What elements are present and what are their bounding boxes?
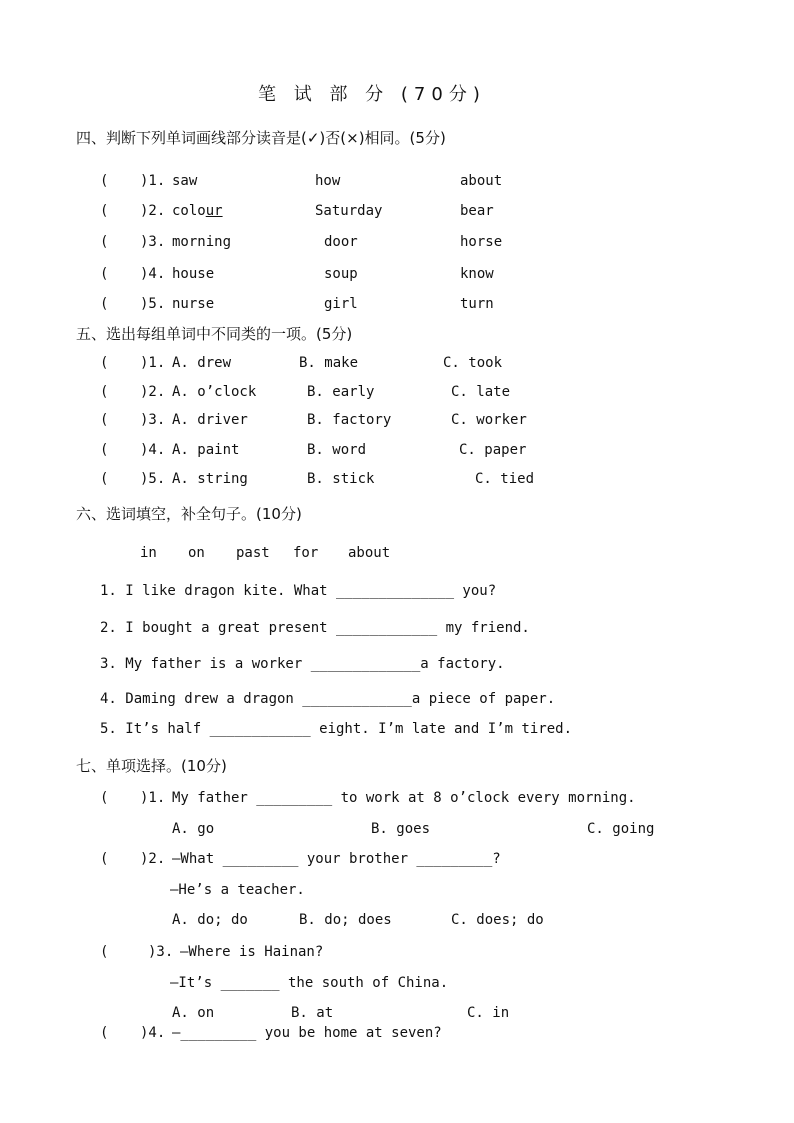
question-number: )1.: [140, 173, 166, 189]
word-a-underlined: ur: [205, 203, 223, 219]
answer-paren[interactable]: (: [100, 296, 109, 312]
word-a: saw: [172, 173, 198, 189]
option-b: B. factory: [307, 412, 392, 428]
word-b: girl: [324, 296, 358, 312]
word-a: morning: [172, 234, 232, 250]
answer-paren[interactable]: (: [100, 173, 109, 189]
option-a: A. string: [172, 471, 248, 487]
page-title: 笔 试 部 分 (70分): [258, 84, 486, 105]
word-b: how: [315, 173, 341, 189]
option-c: C. paper: [459, 442, 527, 458]
option-c: C. worker: [451, 412, 527, 428]
option-b[interactable]: B. do; does: [299, 912, 392, 928]
dialogue-reply: —It’s _______ the south of China.: [170, 975, 449, 991]
option-a: A. paint: [172, 442, 240, 458]
word-a-plain: colo: [172, 203, 206, 219]
question-text: —Where is Hainan?: [180, 944, 324, 960]
answer-paren[interactable]: (: [100, 1025, 109, 1041]
option-c: C. late: [451, 384, 511, 400]
question-number: )1.: [140, 355, 166, 371]
option-a[interactable]: A. do; do: [172, 912, 248, 928]
word-bank-item: for: [293, 545, 319, 561]
word-c: bear: [460, 203, 494, 219]
question-text: —What _________ your brother _________?: [172, 851, 501, 867]
option-b[interactable]: B. goes: [371, 821, 431, 837]
option-a[interactable]: A. go: [172, 821, 215, 837]
word-a: house: [172, 266, 215, 282]
word-c: horse: [460, 234, 503, 250]
question-text: —_________ you be home at seven?: [172, 1025, 442, 1041]
option-a: A. drew: [172, 355, 232, 371]
answer-paren[interactable]: (: [100, 851, 109, 867]
word-b: Saturday: [315, 203, 383, 219]
word-b: door: [324, 234, 358, 250]
word-a: [172, 202, 223, 220]
option-b: B. make: [299, 355, 359, 371]
option-a[interactable]: A. on: [172, 1005, 215, 1021]
section-7-heading: 七、单项选择。(10分): [76, 757, 227, 775]
word-bank-item: in: [140, 545, 157, 561]
answer-paren[interactable]: (: [100, 471, 109, 487]
word-bank-item: about: [348, 545, 391, 561]
question-number: )2.: [140, 203, 166, 219]
word-bank-item: past: [236, 545, 270, 561]
option-b[interactable]: B. at: [291, 1005, 334, 1021]
question-number: )3.: [148, 944, 174, 960]
option-a: A. driver: [172, 412, 248, 428]
section-5-heading: 五、选出每组单词中不同类的一项。(5分): [76, 325, 353, 343]
option-c[interactable]: C. going: [587, 821, 655, 837]
word-c: about: [460, 173, 503, 189]
option-b: B. word: [307, 442, 367, 458]
fill-blank-sentence[interactable]: 2. I bought a great present ____________ my friend.: [100, 620, 530, 636]
question-number: )3.: [140, 412, 166, 428]
question-number: )4.: [140, 266, 166, 282]
answer-paren[interactable]: (: [100, 790, 109, 806]
fill-blank-sentence[interactable]: 3. My father is a worker _____________a factory.: [100, 656, 505, 672]
answer-paren[interactable]: (: [100, 355, 109, 371]
answer-paren[interactable]: (: [100, 266, 109, 282]
question-number: )1.: [140, 790, 166, 806]
question-number: )5.: [140, 471, 166, 487]
option-b: B. stick: [307, 471, 375, 487]
word-c: turn: [460, 296, 494, 312]
question-number: )2.: [140, 384, 166, 400]
answer-paren[interactable]: (: [100, 944, 109, 960]
dialogue-reply: —He’s a teacher.: [170, 882, 305, 898]
word-c: know: [460, 266, 494, 282]
option-a: A. o’clock: [172, 384, 257, 400]
option-c: C. took: [443, 355, 503, 371]
word-bank-item: on: [188, 545, 205, 561]
question-number: )4.: [140, 1025, 166, 1041]
option-b: B. early: [307, 384, 375, 400]
fill-blank-sentence[interactable]: 1. I like dragon kite. What ______________ you?: [100, 583, 497, 599]
fill-blank-sentence[interactable]: 4. Daming drew a dragon _____________a piece of paper.: [100, 691, 556, 707]
question-number: )4.: [140, 442, 166, 458]
answer-paren[interactable]: (: [100, 442, 109, 458]
question-number: )5.: [140, 296, 166, 312]
answer-paren[interactable]: (: [100, 412, 109, 428]
answer-paren[interactable]: (: [100, 234, 109, 250]
word-b: soup: [324, 266, 358, 282]
word-a: nurse: [172, 296, 215, 312]
question-number: )2.: [140, 851, 166, 867]
answer-paren[interactable]: (: [100, 203, 109, 219]
question-number: )3.: [140, 234, 166, 250]
option-c[interactable]: C. does; do: [451, 912, 544, 928]
answer-paren[interactable]: (: [100, 384, 109, 400]
section-4-heading: 四、判断下列单词画线部分读音是(✓)否(×)相同。(5分): [76, 129, 446, 147]
section-6-heading: 六、选词填空，补全句子。(10分): [76, 505, 302, 523]
question-text: My father _________ to work at 8 o’clock every morning.: [172, 790, 636, 806]
option-c: C. tied: [475, 471, 535, 487]
fill-blank-sentence[interactable]: 5. It’s half ____________ eight. I’m late and I’m tired.: [100, 721, 573, 737]
option-c[interactable]: C. in: [467, 1005, 510, 1021]
